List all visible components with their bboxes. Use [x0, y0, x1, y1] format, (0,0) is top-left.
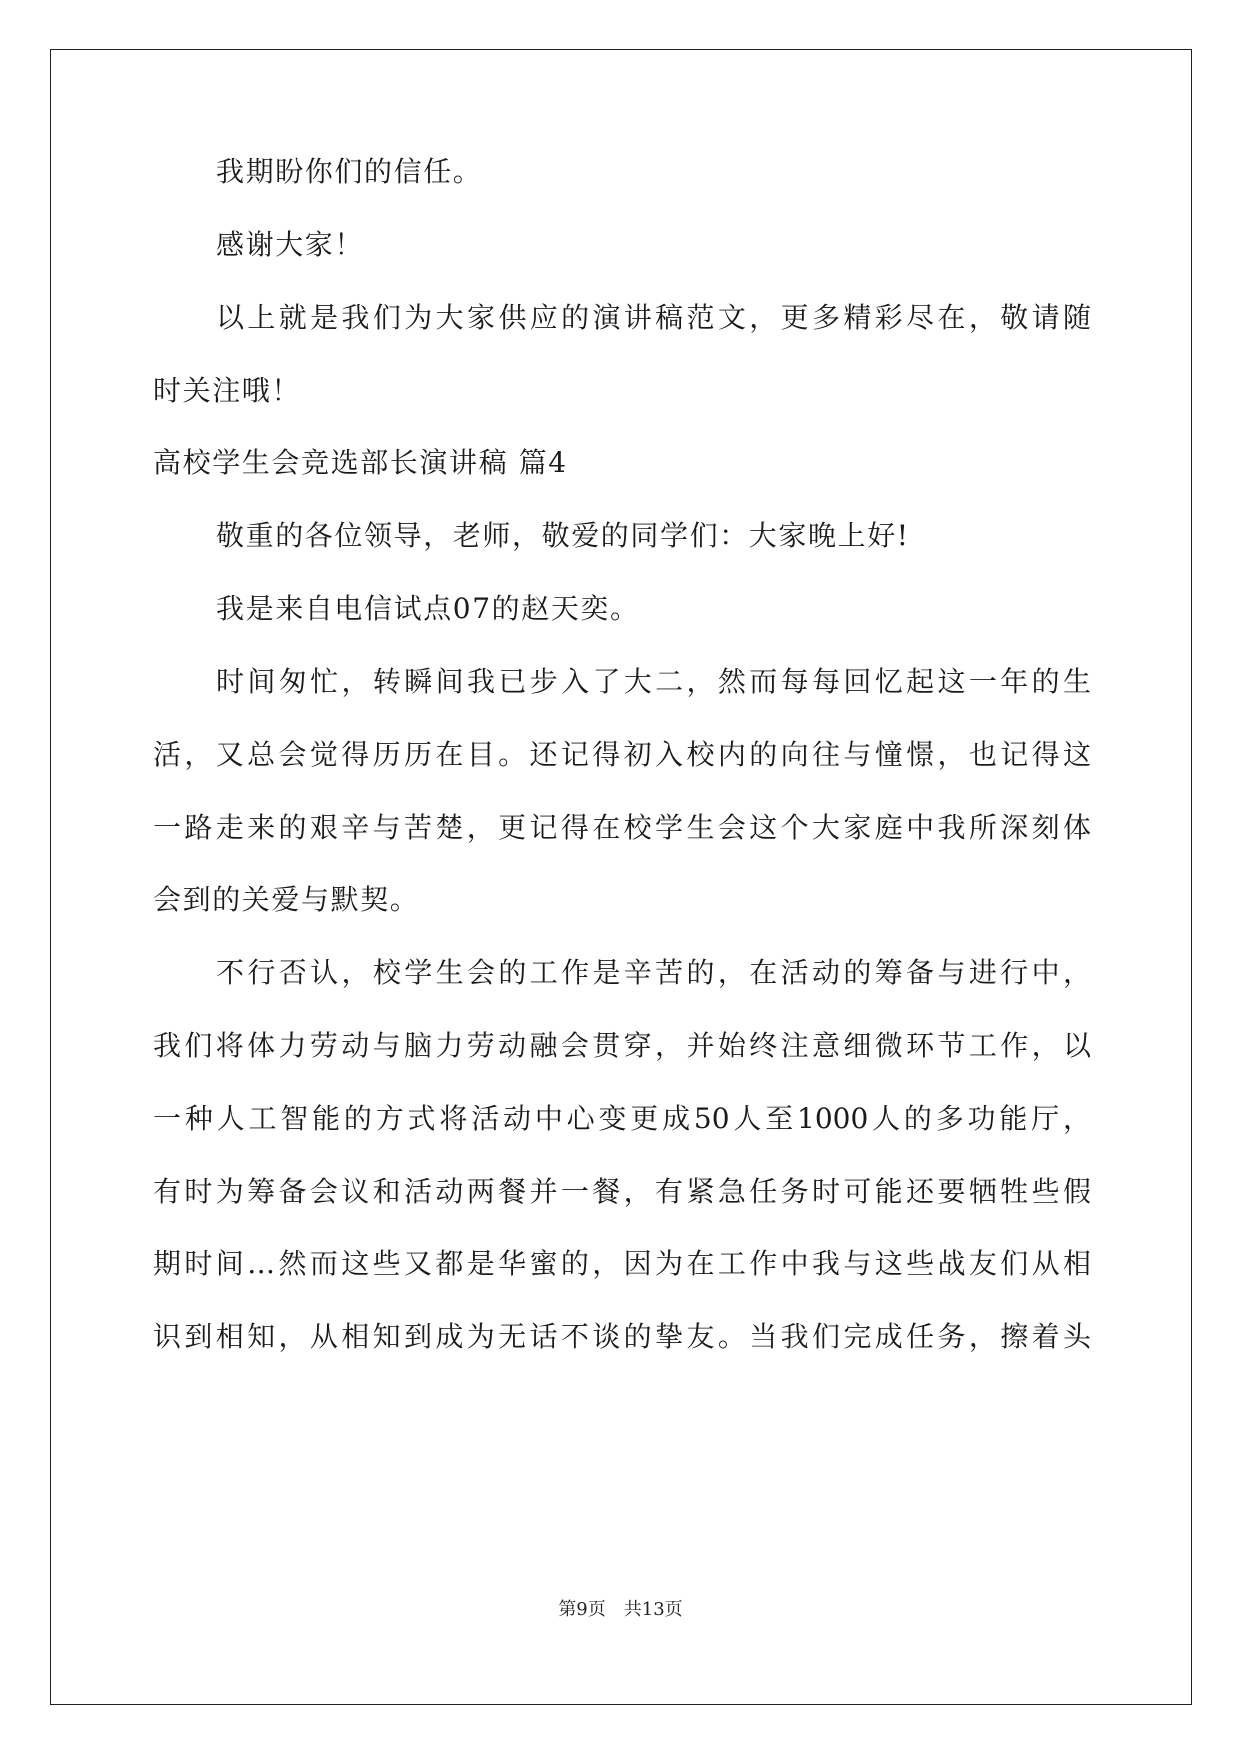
paragraph-line: 时间匆忙，转瞬间我已步入了大二，然而每每回忆起这一年的生	[216, 665, 1091, 698]
paragraph-line: 期时间…然而这些又都是华蜜的，因为在工作中我与这些战友们从相	[153, 1247, 1091, 1280]
paragraph-line: 以上就是我们为大家供应的演讲稿范文，更多精彩尽在，敬请随	[216, 301, 1091, 334]
page-number-footer: 第9页 共13页	[558, 1599, 683, 1620]
paragraph-line: 不行否认，校学生会的工作是辛苦的，在活动的筹备与进行中，	[216, 956, 1091, 989]
paragraph-line: 时关注哦！	[153, 374, 302, 407]
paragraph-line: 识到相知，从相知到成为无话不谈的挚友。当我们完成任务，擦着头	[153, 1320, 1091, 1353]
section-heading: 高校学生会竞选部长演讲稿 篇4	[153, 446, 568, 479]
paragraph-line: 一种人工智能的方式将活动中心变更成50人至1000人的多功能厅，	[153, 1102, 1091, 1135]
paragraph-line: 敬重的各位领导，老师，敬爱的同学们：大家晚上好!	[216, 519, 910, 552]
paragraph-line: 会到的关爱与默契。	[153, 883, 420, 916]
paragraph-line: 我是来自电信试点07的赵天奕。	[216, 592, 640, 625]
paragraph-line: 我期盼你们的信任。	[216, 155, 483, 188]
paragraph-line: 我们将体力劳动与脑力劳动融会贯穿，并始终注意细微环节工作，以	[153, 1029, 1091, 1062]
paragraph-line: 有时为筹备会议和活动两餐并一餐，有紧急任务时可能还要牺牲些假	[153, 1175, 1091, 1208]
paragraph-line: 一路走来的艰辛与苦楚，更记得在校学生会这个大家庭中我所深刻体	[153, 811, 1091, 844]
paragraph-line: 感谢大家！	[216, 228, 365, 261]
paragraph-line: 活，又总会觉得历历在目。还记得初入校内的向往与憧憬，也记得这	[153, 738, 1091, 771]
